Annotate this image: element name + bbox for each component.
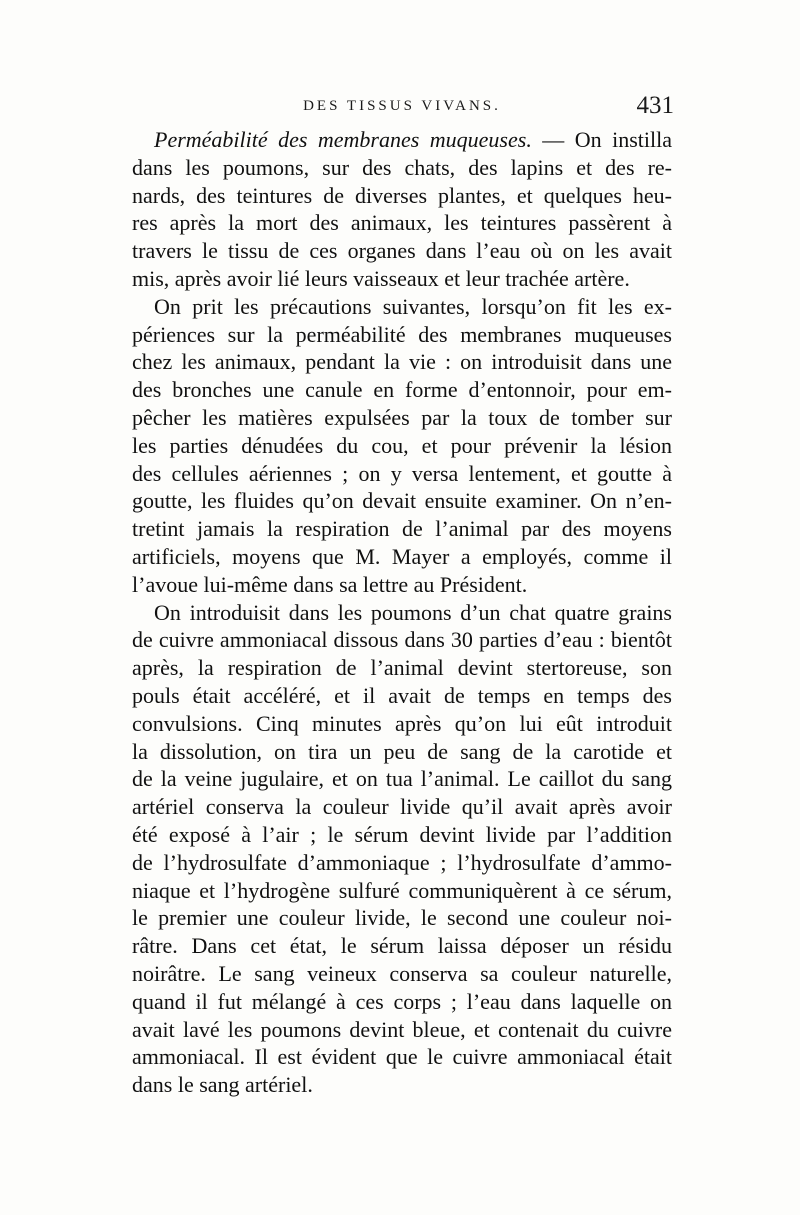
text-line: [132, 1043, 672, 1071]
text-line: [132, 376, 672, 404]
line-text: travers le tissu de ces organes dans l’eau où on les avait: [132, 238, 672, 264]
line-text: dans les poumons, sur des chats, des lapins et des re-: [132, 154, 672, 180]
line-text: chez les animaux, pendant la vie : on introduisit dans une: [132, 349, 672, 375]
text-line: [132, 432, 672, 460]
text-line: [132, 293, 672, 321]
line-text: des cellules aériennes ; on y versa lentement, et goutte à: [132, 460, 672, 486]
body-text: [132, 126, 672, 1099]
line-text: dans le sang artériel.: [132, 1072, 313, 1098]
line-text: après, la respiration de l’animal devint stertoreuse, son: [132, 655, 672, 681]
line-text: des bronches une canule en forme d’entonnoir, pour em-: [132, 377, 672, 403]
text-line: [132, 487, 672, 515]
line-text: ammoniacal. Il est évident que le cuivre ammoniacal était: [132, 1044, 672, 1070]
line-text: été exposé à l’air ; le sérum devint livide par l’addition: [132, 821, 672, 847]
text-line: [132, 209, 672, 237]
text-line: [132, 126, 672, 154]
line-text: convulsions. Cinq minutes après qu’on lui eût introduit: [132, 710, 672, 736]
text-line: [132, 904, 672, 932]
text-line: [132, 460, 672, 488]
text-line: [132, 626, 672, 654]
text-line: [132, 348, 672, 376]
text-line: [132, 1016, 672, 1044]
line-text: — On instilla: [531, 127, 672, 152]
line-text: pêcher les matières expulsées par la toux de tomber sur: [132, 404, 672, 430]
text-line: [132, 710, 672, 738]
line-text: noirâtre. Le sang veineux conserva sa couleur naturelle,: [132, 960, 672, 986]
line-text: la dissolution, on tira un peu de sang de la carotide et: [132, 738, 672, 764]
text-line: [132, 515, 672, 543]
text-line: [132, 1071, 672, 1099]
line-text: périences sur la perméabilité des membranes muqueuses: [132, 321, 672, 347]
line-text: de la veine jugulaire, et on tua l’animal. Le caillot du sang: [132, 766, 672, 792]
text-line: [132, 877, 672, 905]
line-text: quand il fut mélangé à ces corps ; l’eau dans laquelle on: [132, 988, 672, 1014]
line-text: pouls était accéléré, et il avait de temps en temps des: [132, 682, 672, 708]
line-text: râtre. Dans cet état, le sérum laissa déposer un résidu: [132, 933, 672, 959]
text-line: [132, 265, 672, 293]
paragraph: [132, 293, 672, 599]
page-number: 431: [636, 92, 674, 119]
line-text: de l’hydrosulfate d’ammoniaque ; l’hydrosulfate d’ammo-: [132, 849, 672, 875]
text-line: [132, 654, 672, 682]
line-text: artériel conserva la couleur livide qu’il avait après avoir: [132, 794, 672, 820]
text-line: [132, 821, 672, 849]
text-line: [132, 988, 672, 1016]
paragraph: [132, 599, 672, 1099]
text-line: [132, 793, 672, 821]
line-text: res après la mort des animaux, les teintures passèrent à: [132, 210, 672, 236]
text-line: [132, 154, 672, 182]
text-line: [132, 571, 672, 599]
line-text: On prit les précautions suivantes, lorsqu’on fit les ex-: [154, 293, 672, 319]
section-heading-italic: Perméabilité des membranes muqueuses.: [154, 127, 532, 152]
text-line: [132, 404, 672, 432]
line-text: niaque et l’hydrogène sulfuré communiquèrent à ce sérum,: [132, 877, 672, 903]
running-header: [132, 92, 672, 128]
line-text: nards, des teintures de diverses plantes, et quelques heu-: [132, 182, 672, 208]
line-text: les parties dénudées du cou, et pour prévenir la lésion: [132, 432, 672, 458]
line-text: mis, après avoir lié leurs vaisseaux et leur trachée artère.: [132, 265, 630, 291]
line-text: artificiels, moyens que M. Mayer a employés, comme il: [132, 543, 672, 569]
text-line: [132, 960, 672, 988]
line-text: On introduisit dans les poumons d’un chat quatre grains: [154, 599, 672, 625]
running-title: DES TISSUS VIVANS.: [303, 98, 501, 114]
line-text: tretint jamais la respiration de l’animal par des moyens: [132, 516, 672, 542]
text-line: [132, 765, 672, 793]
text-line: [132, 682, 672, 710]
text-line: [132, 599, 672, 627]
text-line: [132, 849, 672, 877]
text-line: [132, 321, 672, 349]
paragraph: [132, 126, 672, 293]
text-line: [132, 237, 672, 265]
line-text: l’avoue lui-même dans sa lettre au Président.: [132, 571, 528, 597]
line-text: goutte, les fluides qu’on devait ensuite examiner. On n’en-: [132, 488, 672, 514]
text-line: [132, 543, 672, 571]
text-line: [132, 932, 672, 960]
line-text: avait lavé les poumons devint bleue, et contenait du cuivre: [132, 1016, 672, 1042]
text-line: [132, 182, 672, 210]
line-text: de cuivre ammoniacal dissous dans 30 parties d’eau : bientôt: [132, 627, 672, 653]
line-text: le premier une couleur livide, le second une couleur noi-: [132, 905, 672, 931]
text-line: [132, 738, 672, 766]
